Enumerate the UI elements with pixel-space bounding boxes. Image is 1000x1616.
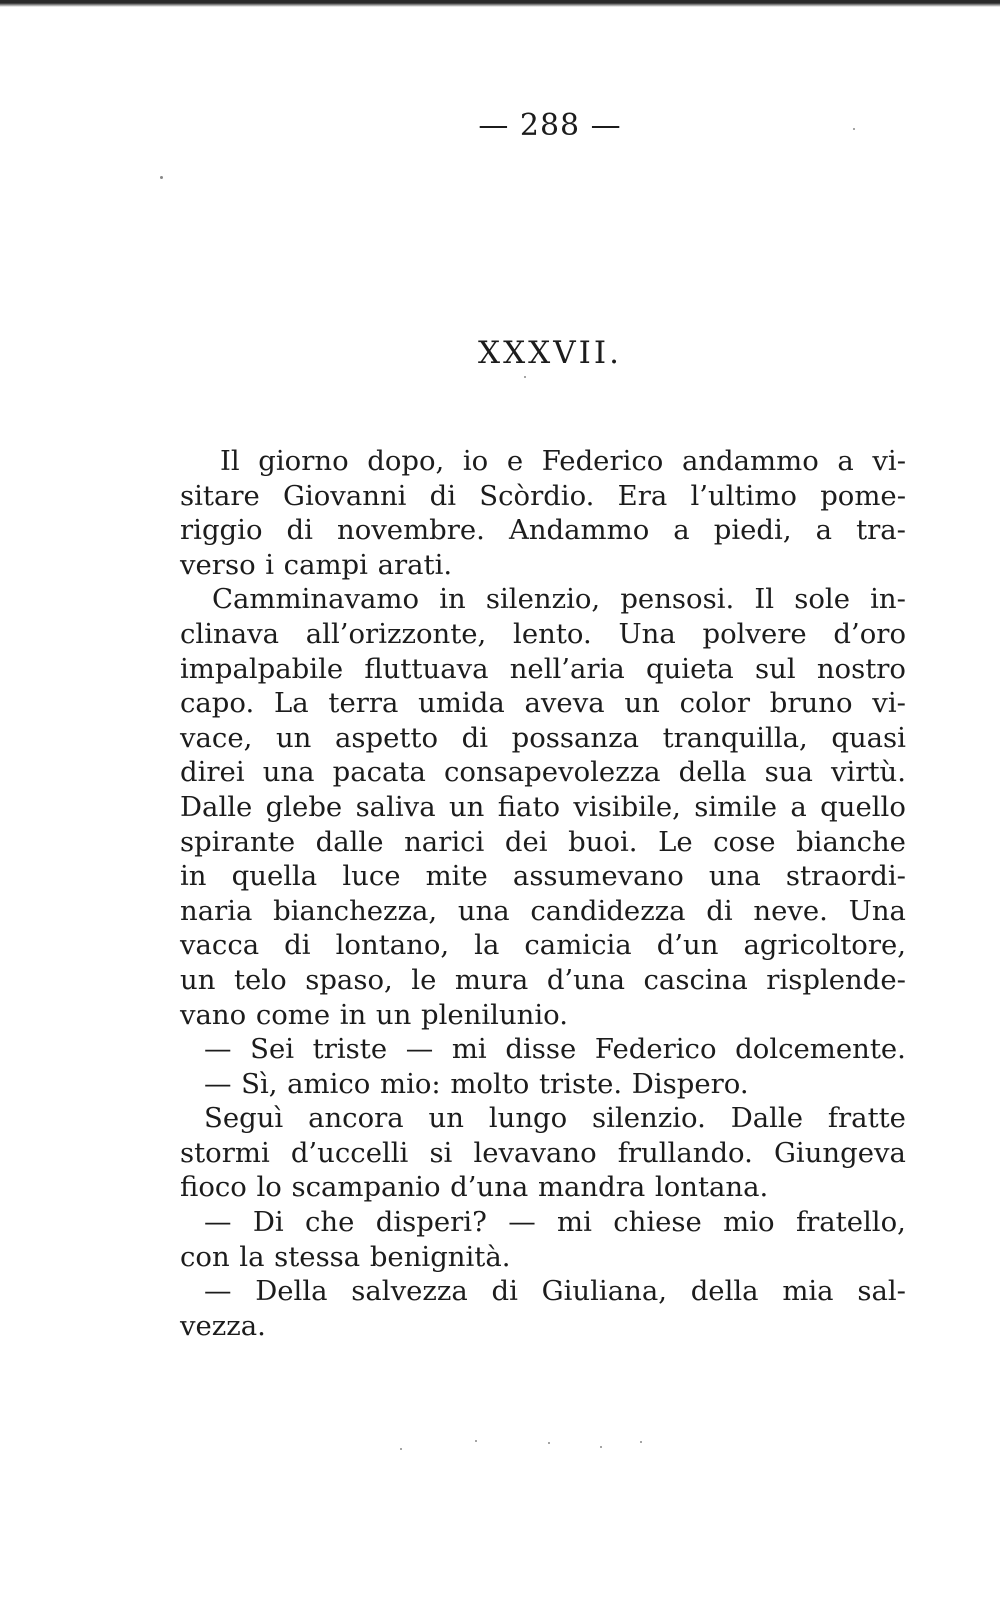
text-line: stormi d’uccelli si levavano frullando. Giungeva [180, 1136, 906, 1169]
text-line: riggio di novembre. Andammo a piedi, a tra- [180, 514, 906, 547]
text-line: — Sì, amico mio: molto triste. Dispero. [204, 1067, 749, 1100]
text-line: Il giorno dopo, io e Federico andammo a vi- [220, 445, 906, 477]
body-text [180, 444, 906, 1343]
text-line: sitare Giovanni di Scòrdio. Era l’ultimo pome- [180, 479, 906, 512]
text-line: spirante dalle narici dei buoi. Le cose bianche [180, 825, 906, 858]
scan-speck [524, 376, 526, 378]
text-line: impalpabile fluttuava nell’aria quieta sul nostro [180, 652, 906, 685]
chapter-title: XXXVII. [478, 335, 622, 371]
text-line: vano come in un plenilunio. [180, 998, 568, 1031]
text-line: fioco lo scampanio d’una mandra lontana. [180, 1171, 769, 1204]
text-line: Seguì ancora un lungo silenzio. Dalle fratte [204, 1102, 906, 1135]
text-line: con la stessa benignità. [180, 1240, 511, 1273]
text-line: in quella luce mite assumevano una straordi- [180, 860, 906, 893]
text-line: Camminavamo in silenzio, pensosi. Il sole in- [212, 583, 906, 616]
scan-speck [475, 1440, 477, 1442]
text-line: vace, un aspetto di possanza tranquilla, quasi [180, 721, 906, 754]
page-number: — 288 — [478, 108, 622, 143]
text-line: — Sei triste — mi disse Federico dolcemente. [204, 1033, 906, 1066]
text-line: un telo spaso, le mura d’una cascina risplende- [180, 963, 906, 996]
text-line: clinava all’orizzonte, lento. Una polvere d’oro [180, 617, 906, 650]
scan-speck [400, 1448, 402, 1450]
scan-speck [640, 1441, 642, 1443]
page-top-edge [0, 0, 1000, 7]
text-line: verso i campi arati. [180, 548, 453, 581]
scan-speck [853, 128, 855, 130]
scan-speck [600, 1446, 602, 1448]
text-line: vezza. [180, 1309, 266, 1342]
text-line: vacca di lontano, la camicia d’un agricoltore, [180, 929, 906, 962]
text-line: direi una pacata consapevolezza della sua virtù. [180, 756, 906, 789]
scan-speck [160, 176, 163, 179]
scan-speck [548, 1442, 550, 1444]
text-line: Dalle glebe saliva un fiato visibile, simile a quello [180, 790, 906, 823]
text-line: naria bianchezza, una candidezza di neve. Una [180, 894, 906, 927]
text-line: capo. La terra umida aveva un color bruno vi- [180, 687, 906, 720]
text-line: — Di che disperi? — mi chiese mio fratello, [204, 1206, 906, 1239]
text-line: — Della salvezza di Giuliana, della mia sal- [204, 1275, 906, 1308]
